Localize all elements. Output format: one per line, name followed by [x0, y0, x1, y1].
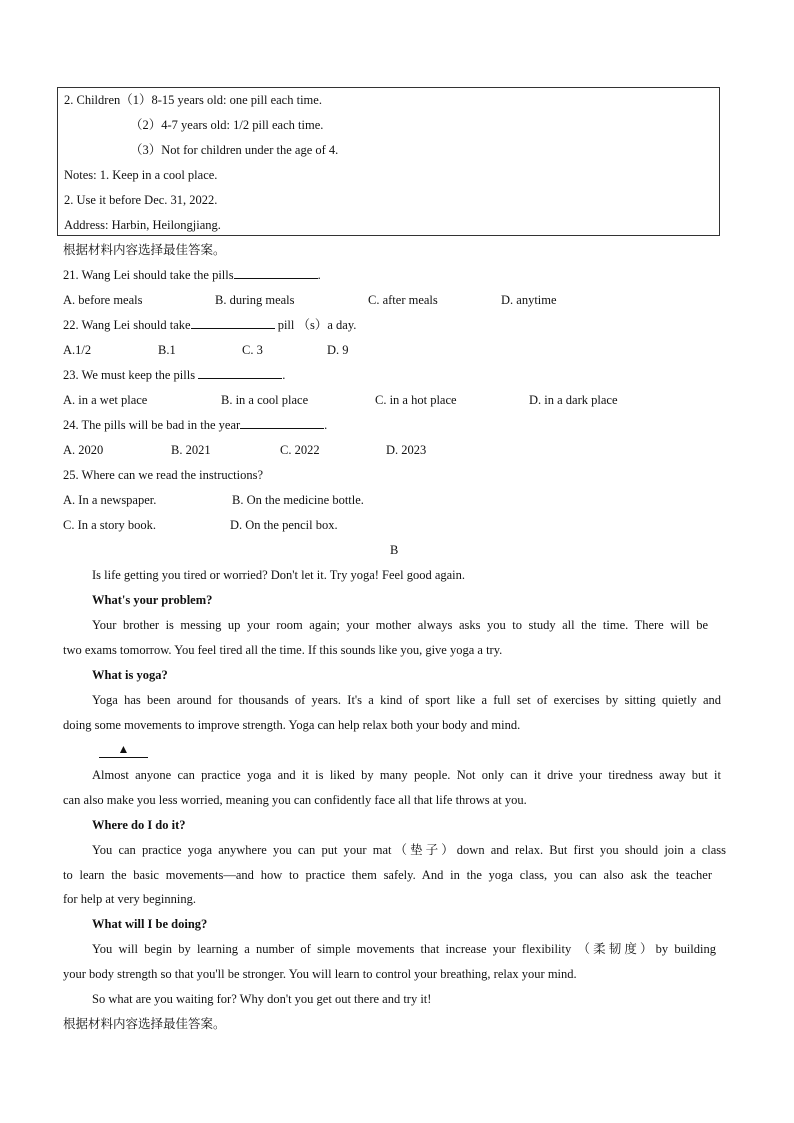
paragraph-5-line-1: You will begin by learning a number of simple movements that increase your flexibility （柔韧度）by building	[92, 942, 716, 956]
q23-option-b: B. in a cool place	[221, 393, 309, 407]
q24-option-a: A. 2020	[63, 443, 104, 457]
paragraph-2-line-2: doing some movements to improve strength. Yoga can help relax both your body and mind.	[63, 718, 521, 732]
q22-option-c: C. 3	[242, 343, 263, 357]
question-21	[63, 267, 321, 283]
q21-option-d: D. anytime	[501, 293, 557, 307]
paragraph-3-line-2: can also make you less worried, meaning you can confidently face all that life throws at you.	[63, 793, 527, 807]
missing-heading-blank	[99, 742, 148, 758]
q23-after: .	[282, 368, 286, 382]
c3-text: Not for children under the age of 4.	[161, 143, 339, 157]
q22-blank	[191, 317, 275, 329]
q21-blank	[234, 267, 318, 279]
paragraph-6: So what are you waiting for? Why don't you get out there and try it!	[92, 992, 432, 1006]
q25-option-d: D. On the pencil box.	[230, 518, 338, 532]
q22-stem: 22. Wang Lei should take	[63, 318, 191, 332]
instructions-box	[57, 87, 720, 236]
q23-option-a: A. in a wet place	[63, 393, 148, 407]
q25-option-c: C. In a story book.	[63, 518, 157, 532]
section-b-label: B	[390, 543, 399, 557]
q22-option-d: D. 9	[327, 343, 349, 357]
q25-option-b: B. On the medicine bottle.	[232, 493, 364, 507]
q21-option-a: A. before meals	[63, 293, 143, 307]
q22-option-b: B.1	[158, 343, 176, 357]
notes-line-1: Notes: 1. Keep in a cool place.	[64, 168, 218, 182]
q22-after: pill （s）a day.	[274, 318, 357, 332]
q21-after: .	[317, 268, 321, 282]
paragraph-4-line-2: to learn the basic movements—and how to practice them safely. And in the yoga class, you can also ask the teacher	[63, 868, 712, 882]
children-line-1	[64, 92, 322, 108]
notes-line-2: 2. Use it before Dec. 31, 2022.	[64, 193, 218, 207]
paragraph-3-line-1: Almost anyone can practice yoga and it is liked by many people. Not only can it drive your tiredness away but it	[92, 768, 721, 782]
children-label: 2. Children	[64, 93, 121, 107]
paragraph-2-line-1: Yoga has been around for thousands of years. It's a kind of sport like a full set of exercises by sitting quietly and	[92, 693, 721, 707]
children-line-3	[130, 142, 338, 158]
instruction-1: 根据材料内容选择最佳答案。	[63, 243, 226, 257]
q24-option-c: C. 2022	[280, 443, 320, 457]
q23-option-d: D. in a dark place	[529, 393, 618, 407]
question-23	[63, 367, 285, 383]
paragraph-1-line-2: two exams tomorrow. You feel tired all the time. If this sounds like you, give yoga a try.	[63, 643, 503, 657]
paragraph-4-line-1: You can practice yoga anywhere you can put your mat（垫子）down and relax. But first you should join a class	[92, 843, 726, 857]
q23-option-c: C. in a hot place	[375, 393, 457, 407]
heading-what-is-yoga: What is yoga?	[92, 668, 168, 682]
instruction-2: 根据材料内容选择最佳答案。	[63, 1017, 226, 1031]
q23-stem: 23. We must keep the pills	[63, 368, 199, 382]
question-25: 25. Where can we read the instructions?	[63, 468, 264, 482]
q25-option-a: A. In a newspaper.	[63, 493, 157, 507]
q21-stem: 21. Wang Lei should take the pills	[63, 268, 234, 282]
heading-what-will: What will I be doing?	[92, 917, 208, 931]
question-24	[63, 417, 327, 433]
q24-option-b: B. 2021	[171, 443, 211, 457]
c1-num: （1）	[120, 93, 152, 107]
c3-num: （3）	[130, 143, 162, 157]
q24-option-d: D. 2023	[386, 443, 427, 457]
triangle-icon: ▲	[117, 742, 130, 756]
q22-option-a: A.1/2	[63, 343, 92, 357]
heading-where: Where do I do it?	[92, 818, 186, 832]
c2-num: （2）	[130, 118, 162, 132]
q24-after: .	[324, 418, 328, 432]
q21-option-c: C. after meals	[368, 293, 438, 307]
passage-intro: Is life getting you tired or worried? Don't let it. Try yoga! Feel good again.	[92, 568, 466, 582]
c2-text: 4-7 years old: 1/2 pill each time.	[161, 118, 324, 132]
paragraph-4-line-3: for help at very beginning.	[63, 892, 196, 906]
address-line: Address: Harbin, Heilongjiang.	[64, 218, 221, 232]
children-line-2	[130, 117, 323, 133]
q24-stem: 24. The pills will be bad in the year	[63, 418, 241, 432]
heading-problem: What's your problem?	[92, 593, 213, 607]
question-22	[63, 317, 356, 333]
q23-blank	[198, 367, 282, 379]
paragraph-1-line-1: Your brother is messing up your room again; your mother always asks you to study all the time. There will be	[92, 618, 708, 632]
c1-text: 8-15 years old: one pill each time.	[151, 93, 322, 107]
paragraph-5-line-2: your body strength so that you'll be stronger. You will learn to control your breathing, relax your mind.	[63, 967, 577, 981]
q24-blank	[240, 417, 324, 429]
q21-option-b: B. during meals	[215, 293, 295, 307]
